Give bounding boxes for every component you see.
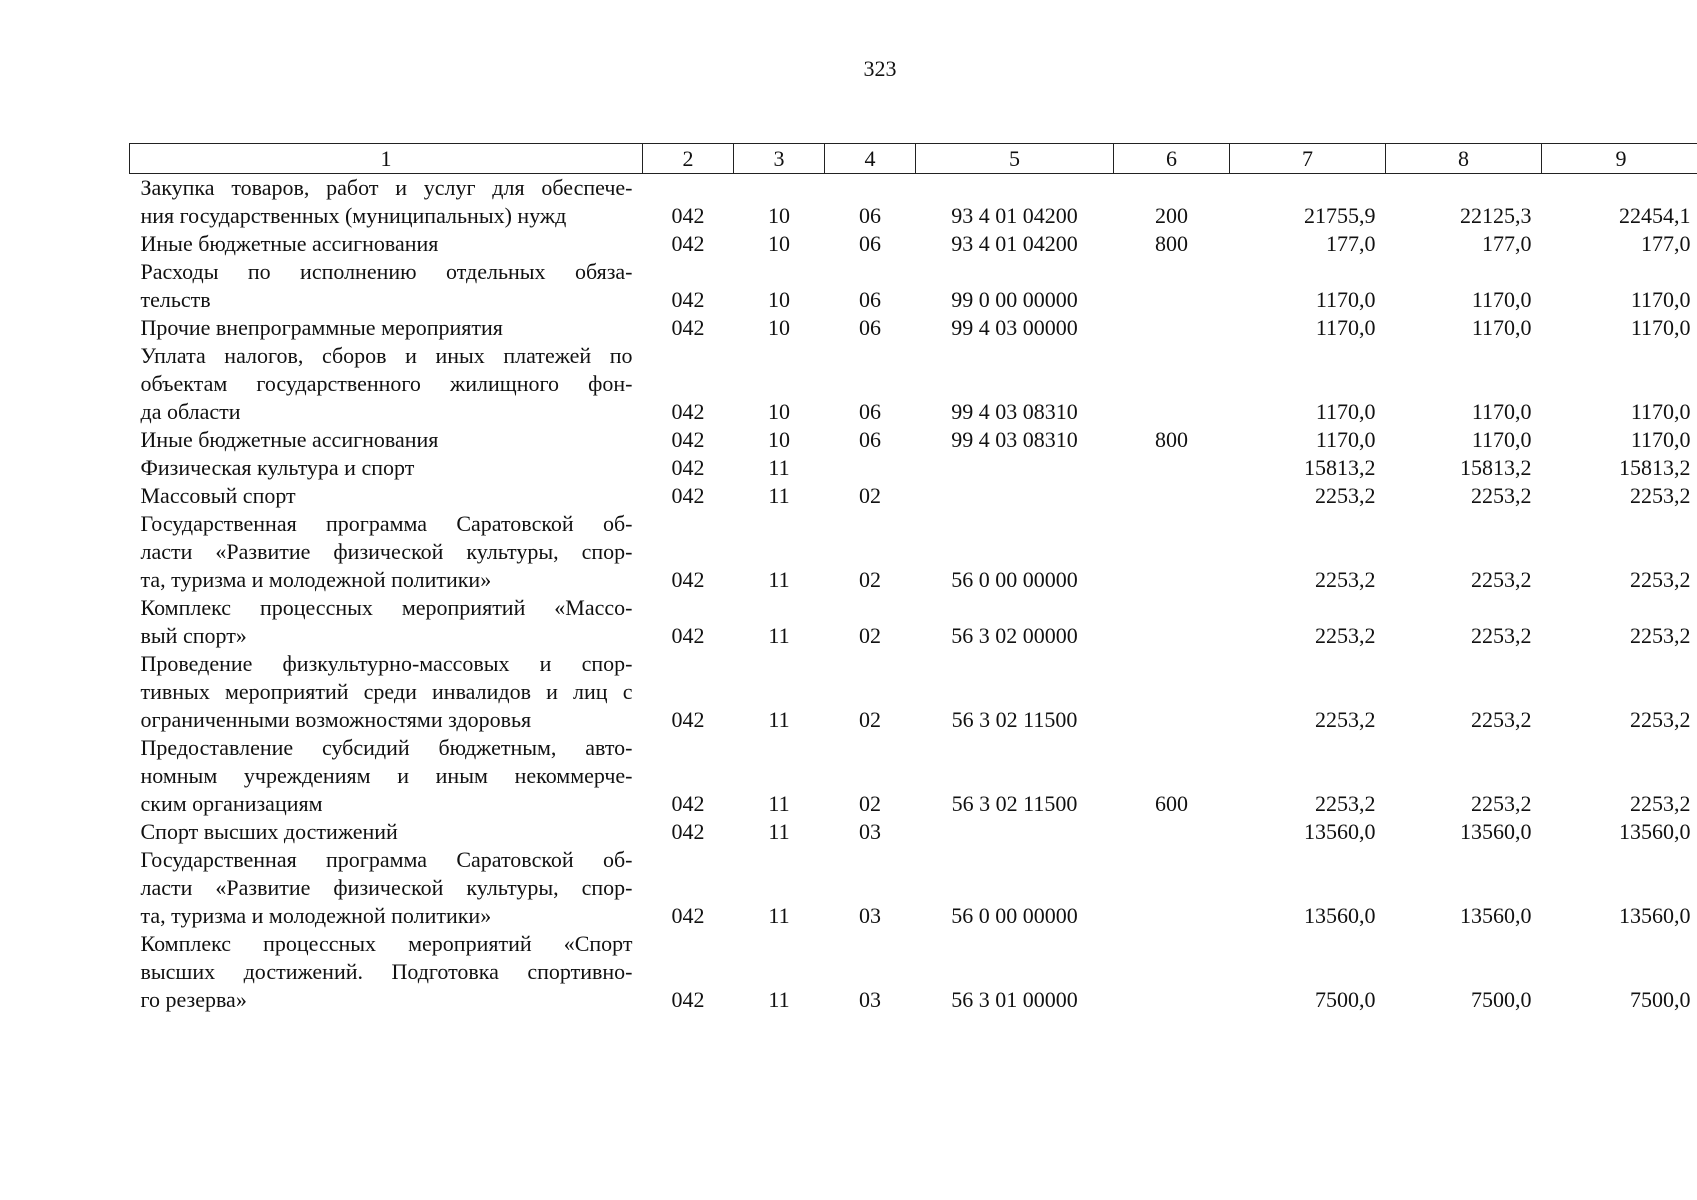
- subsection-code-cell: [825, 454, 916, 482]
- section-code-cell: 11: [768, 903, 790, 928]
- target-article-cell: 99 0 00 00000: [951, 287, 1078, 312]
- row-name-cell: [130, 454, 643, 482]
- row-name-line: Государственная программа Саратовской об-: [140, 511, 633, 536]
- ministry-code-cell: 042: [671, 203, 705, 228]
- row-name-line: тивных мероприятий среди инвалидов и лиц с: [140, 679, 633, 704]
- table-row: [130, 426, 1697, 454]
- column-header: 9: [1542, 144, 1697, 174]
- amount-cell: 2253,2: [1315, 623, 1376, 648]
- section-code-cell: 11: [768, 707, 790, 732]
- row-name-cell: [130, 314, 643, 342]
- target-article-cell: 99 4 03 00000: [951, 315, 1078, 340]
- row-name-line: Уплата налогов, сборов и иных платежей по: [140, 343, 633, 368]
- amount-cell: 1170,0: [1315, 427, 1376, 452]
- subsection-code-cell: 03: [859, 903, 881, 928]
- section-code-cell: 11: [768, 791, 790, 816]
- column-header: 7: [1230, 144, 1386, 174]
- expense-type-cell: [1114, 342, 1230, 426]
- target-article-cell: 56 0 00 00000: [951, 903, 1078, 928]
- expense-type-cell: [1114, 650, 1230, 734]
- amount-cell: 1170,0: [1315, 287, 1376, 312]
- amount-cell: 13560,0: [1460, 819, 1532, 844]
- amount-cell: 2253,2: [1471, 483, 1532, 508]
- section-code-cell: 11: [768, 987, 790, 1012]
- table-row: [130, 818, 1697, 846]
- subsection-code-cell: 06: [859, 315, 881, 340]
- row-name-cell: [130, 510, 643, 594]
- section-code-cell: 11: [768, 623, 790, 648]
- subsection-code-cell: 03: [859, 987, 881, 1012]
- row-name-line: Закупка товаров, работ и услуг для обеспече-: [140, 175, 633, 200]
- row-name-line: ограниченными возможностями здоровья: [140, 707, 532, 732]
- table-row: [130, 846, 1697, 930]
- amount-cell: 1170,0: [1315, 315, 1376, 340]
- ministry-code-cell: 042: [671, 623, 705, 648]
- ministry-code-cell: 042: [671, 791, 705, 816]
- target-article-cell: [916, 818, 1114, 846]
- row-name-line: Спорт высших достижений: [140, 819, 398, 844]
- row-name-line: Иные бюджетные ассигнования: [140, 427, 439, 452]
- table-row: [130, 342, 1697, 426]
- row-name-line: Массовый спорт: [140, 483, 296, 508]
- target-article-cell: 56 3 01 00000: [951, 987, 1078, 1012]
- amount-cell: 1170,0: [1471, 287, 1532, 312]
- amount-cell: 2253,2: [1471, 567, 1532, 592]
- amount-cell: 15813,2: [1304, 455, 1376, 480]
- row-name-line: тельств: [140, 287, 211, 312]
- subsection-code-cell: 06: [859, 427, 881, 452]
- row-name-cell: [130, 846, 643, 930]
- section-code-cell: 10: [768, 427, 790, 452]
- budget-table: [129, 143, 1697, 1014]
- row-name-cell: [130, 594, 643, 650]
- row-name-line: Комплекс процессных мероприятий «Массо-: [140, 595, 633, 620]
- subsection-code-cell: 06: [859, 203, 881, 228]
- row-name-line: Предоставление субсидий бюджетным, авто-: [140, 735, 633, 760]
- row-name-line: объектам государственного жилищного фон-: [140, 371, 633, 396]
- row-name-line: номным учреждениям и иным некоммерче-: [140, 763, 633, 788]
- section-code-cell: 10: [768, 315, 790, 340]
- amount-cell: 2253,2: [1471, 707, 1532, 732]
- amount-cell: 177,0: [1482, 231, 1532, 256]
- table-row: [130, 482, 1697, 510]
- amount-cell: 2253,2: [1630, 623, 1691, 648]
- subsection-code-cell: 02: [859, 707, 881, 732]
- table-row: [130, 594, 1697, 650]
- subsection-code-cell: 02: [859, 567, 881, 592]
- amount-cell: 2253,2: [1315, 567, 1376, 592]
- section-code-cell: 11: [768, 483, 790, 508]
- expense-type-cell: [1114, 818, 1230, 846]
- table-row: [130, 734, 1697, 818]
- amount-cell: 15813,2: [1460, 455, 1532, 480]
- amount-cell: 1170,0: [1630, 399, 1691, 424]
- expense-type-cell: [1114, 930, 1230, 1014]
- column-header: 6: [1114, 144, 1230, 174]
- ministry-code-cell: 042: [671, 287, 705, 312]
- row-name-line: Иные бюджетные ассигнования: [140, 231, 439, 256]
- subsection-code-cell: 03: [859, 819, 881, 844]
- row-name-cell: [130, 818, 643, 846]
- column-header: 1: [130, 144, 643, 174]
- amount-cell: 21755,9: [1304, 203, 1376, 228]
- row-name-cell: [130, 230, 643, 258]
- amount-cell: 1170,0: [1630, 315, 1691, 340]
- amount-cell: 1170,0: [1630, 287, 1691, 312]
- amount-cell: 7500,0: [1630, 987, 1691, 1012]
- column-header: 5: [916, 144, 1114, 174]
- ministry-code-cell: 042: [671, 707, 705, 732]
- column-header: 2: [643, 144, 734, 174]
- section-code-cell: 11: [768, 819, 790, 844]
- subsection-code-cell: 06: [859, 231, 881, 256]
- section-code-cell: 11: [768, 567, 790, 592]
- amount-cell: 1170,0: [1471, 399, 1532, 424]
- table-row: [130, 650, 1697, 734]
- section-code-cell: 10: [768, 203, 790, 228]
- row-name-cell: [130, 342, 643, 426]
- target-article-cell: 56 3 02 11500: [951, 707, 1078, 732]
- row-name-line: Проведение физкультурно-массовых и спор-: [140, 651, 633, 676]
- row-name-line: высших достижений. Подготовка спортивно-: [140, 959, 633, 984]
- table-header-row: [130, 144, 1697, 174]
- amount-cell: 15813,2: [1619, 455, 1691, 480]
- expense-type-cell: [1114, 594, 1230, 650]
- row-name-line: Государственная программа Саратовской об-: [140, 847, 633, 872]
- row-name-cell: [130, 426, 643, 454]
- expense-type-cell: 800: [1155, 427, 1188, 452]
- row-name-line: Комплекс процессных мероприятий «Спорт: [140, 931, 633, 956]
- ministry-code-cell: 042: [671, 567, 705, 592]
- table-body: [130, 174, 1697, 1015]
- amount-cell: 1170,0: [1630, 427, 1691, 452]
- subsection-code-cell: 02: [859, 483, 881, 508]
- section-code-cell: 10: [768, 399, 790, 424]
- subsection-code-cell: 02: [859, 791, 881, 816]
- expense-type-cell: 200: [1155, 203, 1188, 228]
- amount-cell: 7500,0: [1471, 987, 1532, 1012]
- table-row: [130, 174, 1697, 231]
- row-name-cell: [130, 258, 643, 314]
- row-name-line: ласти «Развитие физической культуры, спор-: [140, 875, 633, 900]
- ministry-code-cell: 042: [671, 399, 705, 424]
- amount-cell: 177,0: [1326, 231, 1376, 256]
- target-article-cell: 93 4 01 04200: [951, 203, 1078, 228]
- row-name-line: го резерва»: [140, 987, 247, 1012]
- amount-cell: 2253,2: [1315, 791, 1376, 816]
- amount-cell: 13560,0: [1304, 819, 1376, 844]
- amount-cell: 1170,0: [1315, 399, 1376, 424]
- table-row: [130, 454, 1697, 482]
- expense-type-cell: [1114, 258, 1230, 314]
- table-row: [130, 258, 1697, 314]
- expense-type-cell: [1114, 454, 1230, 482]
- expense-type-cell: [1114, 314, 1230, 342]
- amount-cell: 2253,2: [1630, 791, 1691, 816]
- target-article-cell: 56 3 02 00000: [951, 623, 1078, 648]
- ministry-code-cell: 042: [671, 819, 705, 844]
- target-article-cell: 56 0 00 00000: [951, 567, 1078, 592]
- row-name-line: вый спорт»: [140, 623, 247, 648]
- amount-cell: 2253,2: [1630, 567, 1691, 592]
- ministry-code-cell: 042: [671, 427, 705, 452]
- target-article-cell: [916, 482, 1114, 510]
- row-name-line: та, туризма и молодежной политики»: [140, 567, 492, 592]
- amount-cell: 13560,0: [1460, 903, 1532, 928]
- row-name-line: ласти «Развитие физической культуры, спор-: [140, 539, 633, 564]
- ministry-code-cell: 042: [671, 903, 705, 928]
- amount-cell: 22125,3: [1460, 203, 1532, 228]
- ministry-code-cell: 042: [671, 231, 705, 256]
- ministry-code-cell: 042: [671, 987, 705, 1012]
- subsection-code-cell: 06: [859, 287, 881, 312]
- amount-cell: 13560,0: [1619, 903, 1691, 928]
- row-name-line: да области: [140, 399, 241, 424]
- column-header: 8: [1386, 144, 1542, 174]
- ministry-code-cell: 042: [671, 315, 705, 340]
- row-name-line: ния государственных (муниципальных) нужд: [140, 203, 567, 228]
- amount-cell: 13560,0: [1619, 819, 1691, 844]
- amount-cell: 1170,0: [1471, 427, 1532, 452]
- column-header: 4: [825, 144, 916, 174]
- target-article-cell: 99 4 03 08310: [951, 399, 1078, 424]
- amount-cell: 1170,0: [1471, 315, 1532, 340]
- row-name-cell: [130, 930, 643, 1014]
- amount-cell: 2253,2: [1471, 623, 1532, 648]
- row-name-cell: [130, 482, 643, 510]
- section-code-cell: 11: [768, 455, 790, 480]
- expense-type-cell: [1114, 510, 1230, 594]
- amount-cell: 22454,1: [1619, 203, 1691, 228]
- row-name-cell: [130, 650, 643, 734]
- ministry-code-cell: 042: [671, 455, 705, 480]
- page-number: 323: [863, 56, 897, 81]
- row-name-line: Физическая культура и спорт: [140, 455, 415, 480]
- table-row: [130, 314, 1697, 342]
- row-name-cell: [130, 174, 643, 231]
- expense-type-cell: [1114, 846, 1230, 930]
- table-row: [130, 510, 1697, 594]
- column-header: 3: [734, 144, 825, 174]
- amount-cell: 2253,2: [1315, 707, 1376, 732]
- amount-cell: 2253,2: [1315, 483, 1376, 508]
- amount-cell: 2253,2: [1630, 707, 1691, 732]
- row-name-line: ским организациям: [140, 791, 323, 816]
- subsection-code-cell: 02: [859, 623, 881, 648]
- amount-cell: 2253,2: [1471, 791, 1532, 816]
- amount-cell: 13560,0: [1304, 903, 1376, 928]
- target-article-cell: 56 3 02 11500: [951, 791, 1078, 816]
- ministry-code-cell: 042: [671, 483, 705, 508]
- row-name-line: Прочие внепрограммные мероприятия: [140, 315, 503, 340]
- section-code-cell: 10: [768, 287, 790, 312]
- expense-type-cell: 800: [1155, 231, 1188, 256]
- expense-type-cell: [1114, 482, 1230, 510]
- amount-cell: 7500,0: [1315, 987, 1376, 1012]
- subsection-code-cell: 06: [859, 399, 881, 424]
- table-row: [130, 230, 1697, 258]
- row-name-line: Расходы по исполнению отдельных обяза-: [140, 259, 633, 284]
- expense-type-cell: 600: [1155, 791, 1188, 816]
- section-code-cell: 10: [768, 231, 790, 256]
- row-name-cell: [130, 734, 643, 818]
- row-name-line: та, туризма и молодежной политики»: [140, 903, 492, 928]
- amount-cell: 2253,2: [1630, 483, 1691, 508]
- target-article-cell: [916, 454, 1114, 482]
- target-article-cell: 93 4 01 04200: [951, 231, 1078, 256]
- amount-cell: 177,0: [1641, 231, 1691, 256]
- table-row: [130, 930, 1697, 1014]
- target-article-cell: 99 4 03 08310: [951, 427, 1078, 452]
